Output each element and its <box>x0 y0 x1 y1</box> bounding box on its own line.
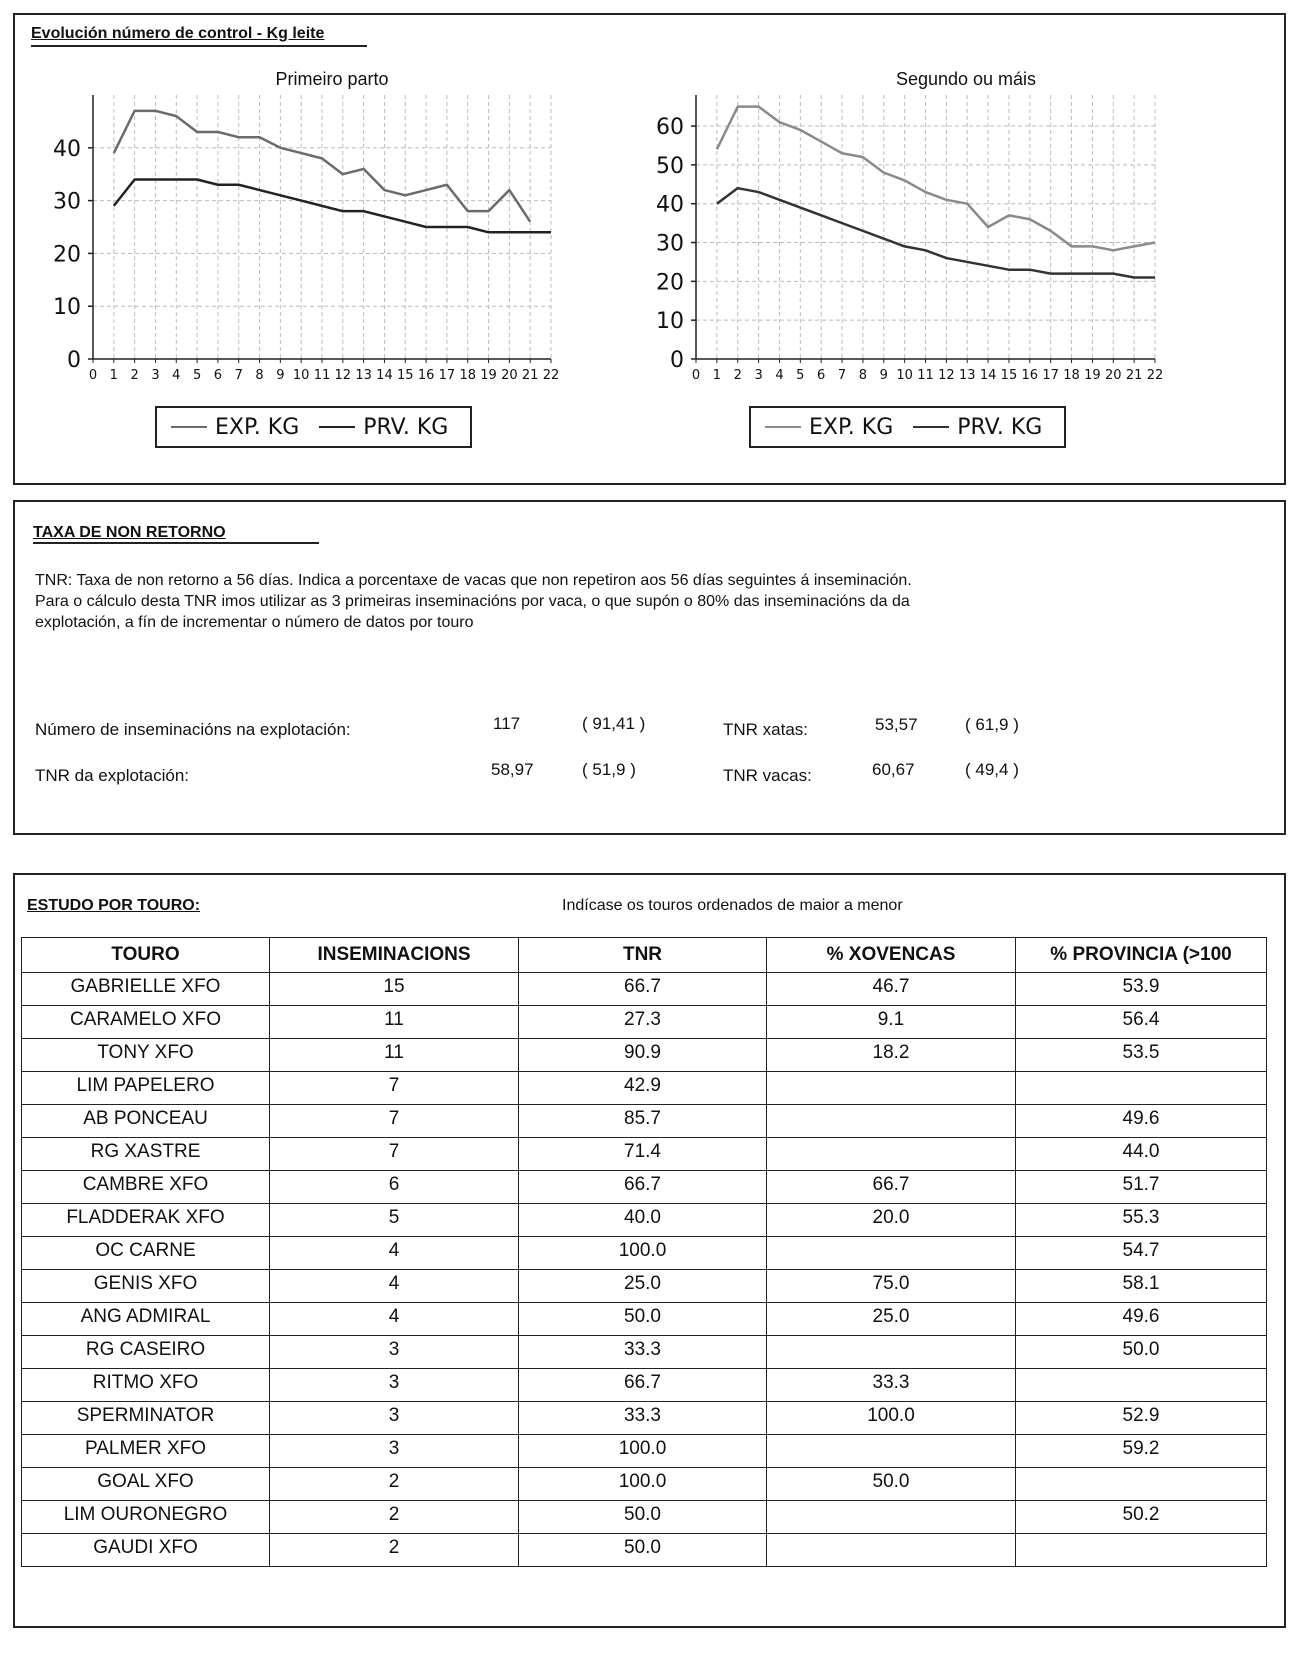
y-tick-label: 0 <box>67 348 81 373</box>
cell-provincia: 56.4 <box>1016 1006 1267 1039</box>
x-tick-label: 0 <box>691 368 701 383</box>
cell-inseminacions: 5 <box>270 1204 519 1237</box>
table-row <box>22 1138 1267 1171</box>
cell-provincia: 53.9 <box>1016 973 1267 1006</box>
legend-item-prv <box>907 415 1042 440</box>
cell-tnr: 50.0 <box>519 1534 767 1567</box>
chart-title: Primeiro parto <box>275 69 389 89</box>
chart-segundo-ou-mais <box>649 55 1283 480</box>
milk-evolution-panel <box>13 13 1286 485</box>
table-row <box>22 1336 1267 1369</box>
cell-xovencas: 75.0 <box>767 1270 1016 1303</box>
y-tick-label: 0 <box>670 348 684 373</box>
cell-inseminacions: 3 <box>270 1402 519 1435</box>
table-row <box>22 973 1267 1006</box>
x-tick-label: 11 <box>313 368 331 383</box>
x-tick-label: 10 <box>896 368 913 383</box>
cell-tnr: 100.0 <box>519 1237 767 1270</box>
x-tick-label: 12 <box>938 368 955 383</box>
cell-touro: GOAL XFO <box>22 1468 270 1501</box>
tnr-panel <box>13 500 1286 835</box>
bull-study-title: ESTUDO POR TOURO: <box>27 897 201 914</box>
chart-svg <box>649 55 1283 385</box>
x-tick-label: 15 <box>1000 368 1018 383</box>
cell-provincia: 44.0 <box>1016 1138 1267 1171</box>
cell-tnr: 66.7 <box>519 973 767 1006</box>
x-tick-label: 8 <box>255 368 264 383</box>
tnr-xatas-label: TNR xatas: <box>723 720 809 739</box>
x-tick-label: 16 <box>1021 368 1039 383</box>
x-tick-label: 17 <box>438 368 456 383</box>
cell-inseminacions: 7 <box>270 1105 519 1138</box>
series-line <box>114 179 551 232</box>
x-tick-label: 4 <box>775 368 784 383</box>
x-tick-label: 3 <box>151 368 160 383</box>
y-tick-label: 10 <box>656 309 684 335</box>
cell-tnr: 66.7 <box>519 1171 767 1204</box>
cell-inseminacions: 3 <box>270 1435 519 1468</box>
x-tick-label: 5 <box>796 368 805 383</box>
x-tick-label: 8 <box>858 368 868 383</box>
cell-provincia <box>1016 1534 1267 1567</box>
col-header-xovencas: % XOVENCAS <box>767 938 1016 973</box>
x-tick-label: 19 <box>1084 368 1101 383</box>
tnr-description <box>35 570 1135 633</box>
x-tick-label: 19 <box>480 368 497 383</box>
cell-tnr: 100.0 <box>519 1435 767 1468</box>
legend-swatch <box>319 426 355 428</box>
desc-line: TNR: Taxa de non retorno a 56 días. Indica a porcentaxe de vacas que non repetiron aos 56 días seguintes á inseminación. <box>35 572 912 589</box>
table-row <box>22 1072 1267 1105</box>
cell-inseminacions: 7 <box>270 1138 519 1171</box>
cell-touro: ANG ADMIRAL <box>22 1303 270 1336</box>
x-tick-label: 18 <box>1063 368 1080 383</box>
x-tick-label: 4 <box>172 368 181 383</box>
table-header-row <box>22 938 1267 973</box>
x-tick-label: 2 <box>130 368 139 383</box>
y-tick-label: 30 <box>656 231 684 257</box>
cell-provincia <box>1016 1072 1267 1105</box>
cell-touro: GABRIELLE XFO <box>22 973 270 1006</box>
x-tick-label: 14 <box>376 368 393 383</box>
cell-tnr: 85.7 <box>519 1105 767 1138</box>
cell-inseminacions: 11 <box>270 1006 519 1039</box>
x-tick-label: 11 <box>917 368 934 383</box>
col-header-inseminacions: INSEMINACIONS <box>270 938 519 973</box>
table-row <box>22 1468 1267 1501</box>
legend-label: PRV. KG <box>957 414 1043 440</box>
table-row <box>22 1435 1267 1468</box>
cell-touro: RG XASTRE <box>22 1138 270 1171</box>
y-tick-label: 60 <box>656 115 684 141</box>
x-tick-label: 17 <box>1042 368 1059 383</box>
cell-xovencas <box>767 1072 1016 1105</box>
cell-xovencas: 33.3 <box>767 1369 1016 1402</box>
cell-xovencas <box>767 1105 1016 1138</box>
y-tick-label: 30 <box>53 189 81 215</box>
x-tick-label: 7 <box>234 368 243 383</box>
col-header-provincia: % PROVINCIA (>100 <box>1016 938 1267 973</box>
cell-provincia: 51.7 <box>1016 1171 1267 1204</box>
bull-study-subtitle: Indícase os touros ordenados de maior a menor <box>562 897 903 914</box>
cell-provincia: 55.3 <box>1016 1204 1267 1237</box>
cell-touro: RITMO XFO <box>22 1369 270 1402</box>
cell-inseminacions: 4 <box>270 1237 519 1270</box>
cell-xovencas <box>767 1534 1016 1567</box>
x-tick-label: 1 <box>712 368 722 383</box>
legend-label: PRV. KG <box>363 414 449 440</box>
cell-inseminacions: 3 <box>270 1336 519 1369</box>
milk-evolution-title: Evolución número de control - Kg leite <box>31 25 325 42</box>
cell-inseminacions: 6 <box>270 1171 519 1204</box>
tnr-xatas-value: 53,57 <box>875 715 918 734</box>
legend-item-prv <box>313 415 448 440</box>
x-tick-label: 0 <box>88 368 98 383</box>
x-tick-label: 13 <box>958 368 976 383</box>
x-tick-label: 13 <box>355 368 372 383</box>
title-underline <box>31 45 367 47</box>
table-row <box>22 1171 1267 1204</box>
cell-tnr: 50.0 <box>519 1303 767 1336</box>
cell-xovencas: 46.7 <box>767 973 1016 1006</box>
cell-provincia: 49.6 <box>1016 1303 1267 1336</box>
x-tick-label: 20 <box>501 368 518 383</box>
cell-xovencas: 20.0 <box>767 1204 1016 1237</box>
cell-inseminacions: 2 <box>270 1468 519 1501</box>
cell-xovencas: 66.7 <box>767 1171 1016 1204</box>
cell-tnr: 33.3 <box>519 1402 767 1435</box>
cell-touro: FLADDERAK XFO <box>22 1204 270 1237</box>
cell-tnr: 42.9 <box>519 1072 767 1105</box>
insem-value: 117 <box>493 714 521 733</box>
col-header-touro: TOURO <box>22 938 270 973</box>
cell-inseminacions: 3 <box>270 1369 519 1402</box>
cell-inseminacions: 4 <box>270 1270 519 1303</box>
cell-inseminacions: 11 <box>270 1039 519 1072</box>
table-row <box>22 1402 1267 1435</box>
tnr-xatas-prov: ( 61,9 ) <box>965 715 1019 734</box>
cell-provincia: 54.7 <box>1016 1237 1267 1270</box>
series-line <box>717 188 1155 277</box>
legend-swatch <box>913 426 949 428</box>
cell-tnr: 66.7 <box>519 1369 767 1402</box>
y-tick-label: 20 <box>656 270 684 296</box>
cell-touro: LIM OURONEGRO <box>22 1501 270 1534</box>
cell-touro: OC CARNE <box>22 1237 270 1270</box>
tnr-exp-prov: ( 51,9 ) <box>582 760 636 779</box>
cell-xovencas: 50.0 <box>767 1468 1016 1501</box>
x-tick-label: 7 <box>837 368 847 383</box>
legend-item-exp <box>165 415 299 440</box>
col-header-tnr: TNR <box>519 938 767 973</box>
cell-xovencas: 9.1 <box>767 1006 1016 1039</box>
x-tick-label: 5 <box>192 368 202 383</box>
cell-inseminacions: 15 <box>270 973 519 1006</box>
cell-tnr: 25.0 <box>519 1270 767 1303</box>
cell-touro: PALMER XFO <box>22 1435 270 1468</box>
title-underline <box>33 542 319 544</box>
x-tick-label: 21 <box>521 368 539 383</box>
cell-touro: GAUDI XFO <box>22 1534 270 1567</box>
y-tick-label: 50 <box>656 153 684 179</box>
y-tick-label: 10 <box>53 295 81 321</box>
table-row <box>22 1270 1267 1303</box>
cell-touro: RG CASEIRO <box>22 1336 270 1369</box>
tnr-title: TAXA DE NON RETORNO <box>33 524 226 541</box>
insem-prov: ( 91,41 ) <box>582 714 646 733</box>
cell-xovencas <box>767 1336 1016 1369</box>
cell-provincia: 52.9 <box>1016 1402 1267 1435</box>
cell-provincia: 50.0 <box>1016 1336 1267 1369</box>
x-tick-label: 9 <box>879 368 888 383</box>
legend-item-exp <box>759 415 893 440</box>
cell-xovencas <box>767 1138 1016 1171</box>
x-tick-label: 9 <box>276 368 285 383</box>
chart-legend <box>155 406 472 448</box>
table-row <box>22 1006 1267 1039</box>
x-tick-label: 3 <box>754 368 763 383</box>
x-tick-label: 22 <box>1146 368 1164 383</box>
series-line <box>717 107 1155 251</box>
cell-touro: LIM PAPELERO <box>22 1072 270 1105</box>
x-tick-label: 6 <box>213 368 223 383</box>
cell-tnr: 71.4 <box>519 1138 767 1171</box>
cell-xovencas <box>767 1501 1016 1534</box>
chart-svg <box>15 55 649 385</box>
tnr-vacas-prov: ( 49,4 ) <box>965 760 1019 779</box>
cell-tnr: 100.0 <box>519 1468 767 1501</box>
cell-inseminacions: 2 <box>270 1534 519 1567</box>
chart-title: Segundo ou máis <box>895 69 1037 89</box>
x-tick-label: 2 <box>733 368 742 383</box>
insem-label: Número de inseminacións na explotación: <box>35 720 351 739</box>
x-tick-label: 15 <box>396 368 414 383</box>
cell-provincia: 49.6 <box>1016 1105 1267 1138</box>
cell-provincia: 53.5 <box>1016 1039 1267 1072</box>
cell-tnr: 40.0 <box>519 1204 767 1237</box>
cell-tnr: 33.3 <box>519 1336 767 1369</box>
legend-label: EXP. KG <box>215 414 300 440</box>
x-tick-label: 21 <box>1125 368 1143 383</box>
y-tick-label: 20 <box>53 242 81 268</box>
x-tick-label: 18 <box>459 368 477 383</box>
cell-inseminacions: 2 <box>270 1501 519 1534</box>
table-row <box>22 1039 1267 1072</box>
cell-xovencas: 25.0 <box>767 1303 1016 1336</box>
cell-provincia: 59.2 <box>1016 1435 1267 1468</box>
cell-tnr: 50.0 <box>519 1501 767 1534</box>
chart-primeiro-parto <box>15 55 649 480</box>
cell-provincia <box>1016 1369 1267 1402</box>
x-tick-label: 14 <box>979 368 997 383</box>
tnr-vacas-label: TNR vacas: <box>723 766 812 785</box>
cell-touro: CARAMELO XFO <box>22 1006 270 1039</box>
cell-inseminacions: 7 <box>270 1072 519 1105</box>
table-row <box>22 1204 1267 1237</box>
table-row <box>22 1303 1267 1336</box>
desc-line: explotación, a fín de incrementar o número de datos por touro <box>35 614 474 631</box>
x-tick-label: 16 <box>417 368 435 383</box>
table-row <box>22 1105 1267 1138</box>
legend-label: EXP. KG <box>809 414 894 440</box>
cell-touro: AB PONCEAU <box>22 1105 270 1138</box>
table-row <box>22 1369 1267 1402</box>
bull-study-panel <box>13 873 1286 1628</box>
cell-tnr: 90.9 <box>519 1039 767 1072</box>
cell-touro: CAMBRE XFO <box>22 1171 270 1204</box>
cell-xovencas: 18.2 <box>767 1039 1016 1072</box>
desc-line: Para o cálculo desta TNR imos utilizar as 3 primeiras inseminacións por vaca, o que supón o 80% das inseminacións da da <box>35 593 910 610</box>
chart-legend <box>749 406 1066 448</box>
x-tick-label: 12 <box>334 368 352 383</box>
bull-table <box>21 937 1267 1567</box>
cell-touro: SPERMINATOR <box>22 1402 270 1435</box>
legend-swatch <box>171 426 207 428</box>
tnr-exp-value: 58,97 <box>491 760 534 779</box>
x-tick-label: 1 <box>109 368 118 383</box>
cell-tnr: 27.3 <box>519 1006 767 1039</box>
y-tick-label: 40 <box>656 192 684 218</box>
table-row <box>22 1534 1267 1567</box>
y-tick-label: 40 <box>53 136 81 162</box>
x-tick-label: 10 <box>292 368 310 383</box>
tnr-exp-label: TNR da explotación: <box>35 766 190 785</box>
cell-inseminacions: 4 <box>270 1303 519 1336</box>
cell-provincia: 58.1 <box>1016 1270 1267 1303</box>
tnr-vacas-value: 60,67 <box>872 760 915 779</box>
x-tick-label: 6 <box>817 368 826 383</box>
table-row <box>22 1501 1267 1534</box>
table-body <box>22 973 1267 1567</box>
legend-swatch <box>765 426 801 428</box>
x-tick-label: 22 <box>542 368 560 383</box>
cell-xovencas: 100.0 <box>767 1402 1016 1435</box>
cell-xovencas <box>767 1237 1016 1270</box>
x-tick-label: 20 <box>1104 368 1122 383</box>
cell-provincia: 50.2 <box>1016 1501 1267 1534</box>
cell-provincia <box>1016 1468 1267 1501</box>
cell-xovencas <box>767 1435 1016 1468</box>
table-row <box>22 1237 1267 1270</box>
cell-touro: GENIS XFO <box>22 1270 270 1303</box>
cell-touro: TONY XFO <box>22 1039 270 1072</box>
